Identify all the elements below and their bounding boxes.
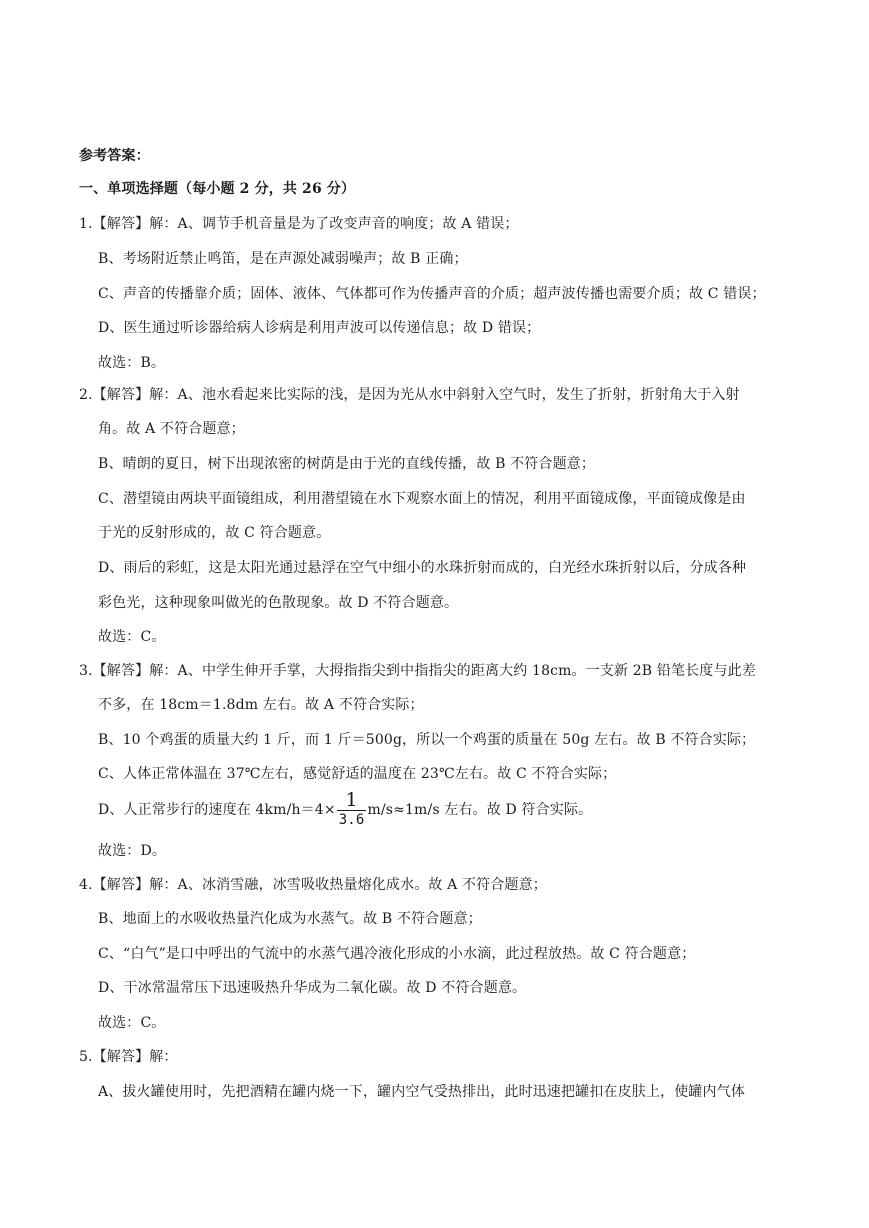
q5-line-2: A、拔火罐使用时，先把酒精在罐内烧一下，罐内空气受热排出，此时迅速把罐扣在皮肤上，使罐内气体 [98,1084,746,1100]
q3-line-5-pre: D、人正常步行的速度在 4km/h＝4× [98,802,336,818]
q4-line-2: B、地面上的水吸收热量汽化成为水蒸气。故 B 不符合题意； [98,911,482,927]
q2-line-6: D、雨后的彩虹，这是太阳光通过悬浮在空气中细小的水珠折射而成的，白光经水珠折射以后，分成各种 [98,560,747,576]
q1-line-2: B、考场附近禁止鸣笛，是在声源处减弱噪声；故 B 正确； [98,251,468,267]
q2-answer: 故选：C。 [98,629,166,645]
q3-answer: 故选：D。 [98,843,166,859]
q2-line-3: B、晴朗的夏日，树下出现浓密的树荫是由于光的直线传播，故 B 不符合题意； [98,456,596,472]
q2-line-1: 2.【解答】解：A、池水看起来比实际的浅，是因为光从水中斜射入空气时，发生了折射，折射角大于入射 [79,387,740,403]
q5-line-1: 5.【解答】解： [79,1049,178,1065]
q2-line-2: 角。故 A 不符合题意； [98,421,245,437]
q4-line-3: C、“白气”是口中呼出的气流中的水蒸气遇冷液化形成的小水滴，此过程放热。故 C 符合题意； [98,946,696,962]
q2-line-5: 于光的反射形成的，故 C 符合题意。 [98,525,331,541]
section-title: 一、单项选择题（每小题 2 分，共 26 分） [79,181,356,197]
q3-line-1: 3.【解答】解：A、中学生伸开手掌，大拇指指尖到中指指尖的距离大约 18cm。一支新 2B 铅笔长度与此差 [79,663,756,679]
fraction-denominator: 3.6 [338,811,365,828]
fraction [337,790,367,829]
q4-line-1: 4.【解答】解：A、冰消雪融，冰雪吸收热量熔化成水。故 A 不符合题意； [79,877,547,893]
answer-heading: 参考答案： [79,148,150,164]
q3-line-5 [98,788,592,832]
q2-line-4: C、潜望镜由两块平面镜组成，利用潜望镜在水下观察水面上的情况，利用平面镜成像，平面镜成像是由 [98,491,746,507]
q3-line-2: 不多，在 18cm＝1.8dm 左右。故 A 不符合实际； [98,697,424,713]
q4-line-4: D、干冰常温常压下迅速吸热升华成为二氧化碳。故 D 不符合题意。 [98,980,527,996]
q4-answer: 故选：C。 [98,1015,166,1031]
q1-line-1: 1.【解答】解：A、调节手机音量是为了改变声音的响度；故 A 错误； [79,216,519,232]
q2-line-7: 彩色光，这种现象叫做光的色散现象。故 D 不符合题意。 [98,595,459,611]
q3-line-5-post: m/s≈1m/s 左右。故 D 符合实际。 [367,802,593,818]
q1-line-4: D、医生通过听诊器给病人诊病是利用声波可以传递信息；故 D 错误； [98,320,541,336]
q3-line-3: B、10 个鸡蛋的质量大约 1 斤，而 1 斤＝500g，所以一个鸡蛋的质量在 50g 左右。故 B 不符合实际； [98,732,756,748]
fraction-numerator: 1 [345,788,358,811]
q1-line-3: C、声音的传播靠介质；固体、液体、气体都可作为传播声音的介质；超声波传播也需要介质；故 C 错误； [98,286,766,302]
q3-line-4: C、人体正常体温在 37℃左右，感觉舒适的温度在 23℃左右。故 C 不符合实际； [98,766,617,782]
q1-answer: 故选：B。 [98,355,166,371]
